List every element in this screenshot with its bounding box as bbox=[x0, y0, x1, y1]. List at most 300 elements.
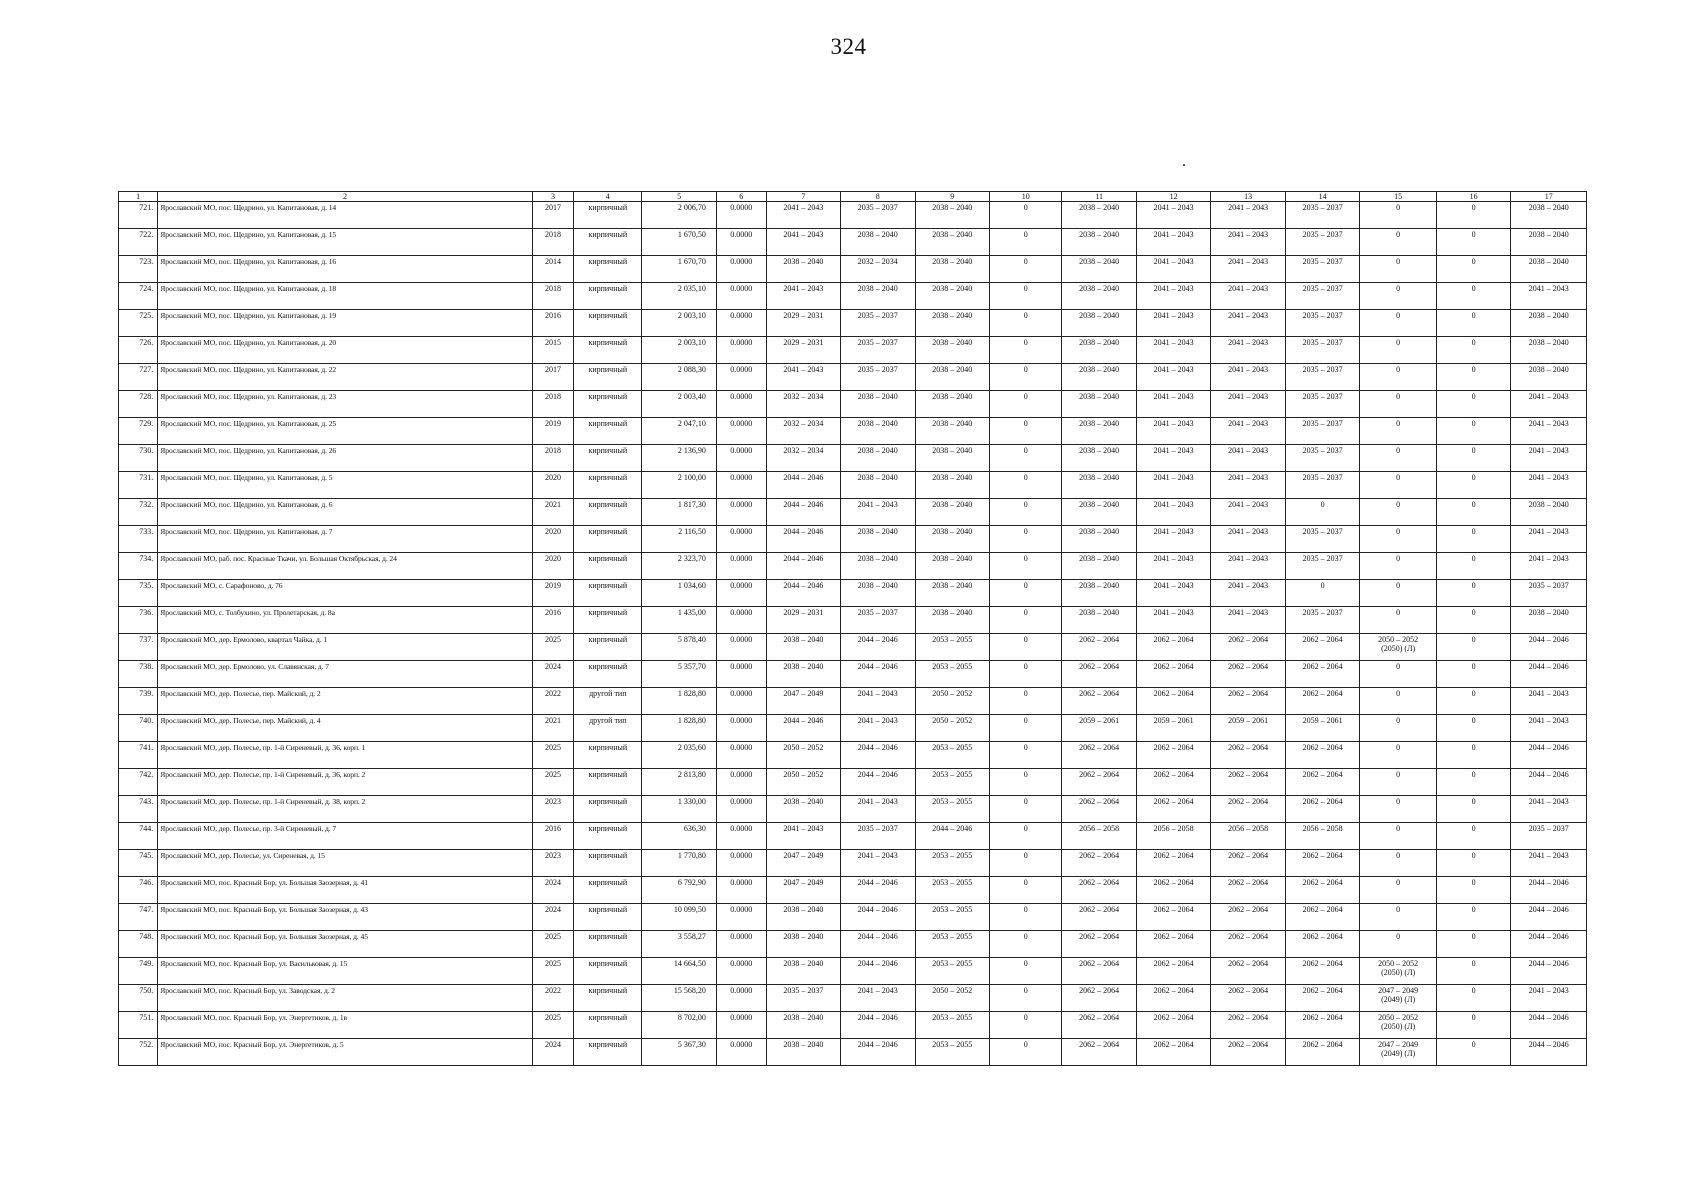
cell-period-13: 2041 – 2043 bbox=[1211, 445, 1285, 472]
cell-period-7: 2050 – 2052 bbox=[766, 769, 840, 796]
cell-period-9: 2044 – 2046 bbox=[915, 823, 989, 850]
cell-period-11: 2038 – 2040 bbox=[1062, 391, 1136, 418]
cell-value-16: 0 bbox=[1436, 580, 1510, 607]
cell-wall-material: кирпичный bbox=[574, 445, 642, 472]
cell-period-8: 2035 – 2037 bbox=[841, 607, 915, 634]
cell-period-11: 2056 – 2058 bbox=[1062, 823, 1136, 850]
cell-period-7: 2038 – 2040 bbox=[766, 634, 840, 661]
cell-period-14: 0 bbox=[1285, 580, 1359, 607]
cell-period-8: 2038 – 2040 bbox=[841, 553, 915, 580]
cell-period-14: 2062 – 2064 bbox=[1285, 796, 1359, 823]
cell-area: 1 034,60 bbox=[642, 580, 716, 607]
cell-period-8: 2035 – 2037 bbox=[841, 364, 915, 391]
table-row bbox=[119, 904, 1587, 931]
cell-period-17: 2041 – 2043 bbox=[1511, 715, 1587, 742]
column-header-11: 11 bbox=[1062, 192, 1136, 202]
table-row bbox=[119, 688, 1587, 715]
cell-value-16: 0 bbox=[1436, 526, 1510, 553]
cell-period-14: 2035 – 2037 bbox=[1285, 553, 1359, 580]
cell-period-15: 0 bbox=[1360, 256, 1437, 283]
cell-address: Ярославский МО, пос. Щедрино, ул. Капитановая, д. 25 bbox=[158, 418, 533, 445]
cell-period-7: 2035 – 2037 bbox=[766, 985, 840, 1012]
cell-period-11: 2062 – 2064 bbox=[1062, 688, 1136, 715]
table-row bbox=[119, 202, 1587, 229]
table-row bbox=[119, 634, 1587, 661]
cell-period-12: 2041 – 2043 bbox=[1136, 607, 1210, 634]
cell-period-9: 2038 – 2040 bbox=[915, 526, 989, 553]
cell-value-16: 0 bbox=[1436, 472, 1510, 499]
cell-address: Ярославский МО, пос. Щедрино, ул. Капитановая, д. 18 bbox=[158, 283, 533, 310]
cell-period-17: 2044 – 2046 bbox=[1511, 877, 1587, 904]
cell-year: 2021 bbox=[532, 715, 573, 742]
cell-value-10: 0 bbox=[990, 472, 1062, 499]
cell-rate: 0.0000 bbox=[716, 283, 766, 310]
cell-value-16: 0 bbox=[1436, 877, 1510, 904]
cell-period-9: 2038 – 2040 bbox=[915, 553, 989, 580]
cell-period-15: 0 bbox=[1360, 202, 1437, 229]
cell-year: 2019 bbox=[532, 418, 573, 445]
cell-period-12: 2041 – 2043 bbox=[1136, 553, 1210, 580]
cell-period-13: 2062 – 2064 bbox=[1211, 796, 1285, 823]
cell-address: Ярославский МО, пос. Щедрино, ул. Капитановая, д. 20 bbox=[158, 337, 533, 364]
cell-period-17: 2038 – 2040 bbox=[1511, 310, 1587, 337]
cell-year: 2016 bbox=[532, 607, 573, 634]
cell-period-12: 2041 – 2043 bbox=[1136, 364, 1210, 391]
cell-value-10: 0 bbox=[990, 283, 1062, 310]
table-row bbox=[119, 985, 1587, 1012]
cell-period-14: 2062 – 2064 bbox=[1285, 958, 1359, 985]
cell-period-13: 2062 – 2064 bbox=[1211, 1012, 1285, 1039]
cell-period-14: 2062 – 2064 bbox=[1285, 1012, 1359, 1039]
cell-period-9: 2053 – 2055 bbox=[915, 742, 989, 769]
cell-value-10: 0 bbox=[990, 985, 1062, 1012]
cell-period-15: 0 bbox=[1360, 229, 1437, 256]
cell-period-12: 2041 – 2043 bbox=[1136, 391, 1210, 418]
cell-period-17: 2038 – 2040 bbox=[1511, 607, 1587, 634]
cell-period-14: 2062 – 2064 bbox=[1285, 877, 1359, 904]
cell-period-11: 2038 – 2040 bbox=[1062, 337, 1136, 364]
cell-row-number: 749. bbox=[119, 958, 158, 985]
table-body bbox=[119, 202, 1587, 1066]
cell-period-15: 2050 – 2052 (2050) (Л) bbox=[1360, 958, 1437, 985]
cell-period-11: 2062 – 2064 bbox=[1062, 850, 1136, 877]
cell-row-number: 743. bbox=[119, 796, 158, 823]
cell-address: Ярославский МО, пос. Щедрино, ул. Капитановая, д. 23 bbox=[158, 391, 533, 418]
cell-period-14: 2062 – 2064 bbox=[1285, 931, 1359, 958]
cell-period-15: 0 bbox=[1360, 661, 1437, 688]
cell-period-12: 2062 – 2064 bbox=[1136, 1039, 1210, 1066]
cell-year: 2018 bbox=[532, 445, 573, 472]
cell-period-7: 2038 – 2040 bbox=[766, 904, 840, 931]
cell-value-16: 0 bbox=[1436, 1012, 1510, 1039]
column-header-8: 8 bbox=[841, 192, 915, 202]
cell-rate: 0.0000 bbox=[716, 823, 766, 850]
cell-value-10: 0 bbox=[990, 931, 1062, 958]
cell-period-14: 2035 – 2037 bbox=[1285, 607, 1359, 634]
cell-row-number: 725. bbox=[119, 310, 158, 337]
cell-address: Ярославский МО, пос. Красный Бор, ул. Энергетиков, д. 1в bbox=[158, 1012, 533, 1039]
cell-period-13: 2056 – 2058 bbox=[1211, 823, 1285, 850]
cell-period-8: 2035 – 2037 bbox=[841, 310, 915, 337]
cell-wall-material: кирпичный bbox=[574, 796, 642, 823]
cell-wall-material: кирпичный bbox=[574, 823, 642, 850]
cell-area: 2 323,70 bbox=[642, 553, 716, 580]
cell-period-14: 0 bbox=[1285, 499, 1359, 526]
cell-period-17: 2038 – 2040 bbox=[1511, 499, 1587, 526]
table-row bbox=[119, 472, 1587, 499]
cell-period-8: 2035 – 2037 bbox=[841, 337, 915, 364]
cell-period-12: 2059 – 2061 bbox=[1136, 715, 1210, 742]
table-row bbox=[119, 823, 1587, 850]
cell-rate: 0.0000 bbox=[716, 391, 766, 418]
cell-period-17: 2044 – 2046 bbox=[1511, 1039, 1587, 1066]
cell-wall-material: кирпичный bbox=[574, 553, 642, 580]
cell-period-14: 2035 – 2037 bbox=[1285, 256, 1359, 283]
cell-address: Ярославский МО, пос. Щедрино, ул. Капитановая, д. 15 bbox=[158, 229, 533, 256]
table-row bbox=[119, 958, 1587, 985]
cell-value-16: 0 bbox=[1436, 742, 1510, 769]
cell-wall-material: кирпичный bbox=[574, 931, 642, 958]
cell-period-15: 0 bbox=[1360, 688, 1437, 715]
cell-area: 5 357,70 bbox=[642, 661, 716, 688]
cell-period-7: 2041 – 2043 bbox=[766, 283, 840, 310]
cell-period-17: 2035 – 2037 bbox=[1511, 580, 1587, 607]
cell-row-number: 723. bbox=[119, 256, 158, 283]
cell-period-11: 2062 – 2064 bbox=[1062, 742, 1136, 769]
cell-period-7: 2047 – 2049 bbox=[766, 850, 840, 877]
table-row bbox=[119, 715, 1587, 742]
cell-rate: 0.0000 bbox=[716, 634, 766, 661]
cell-period-7: 2038 – 2040 bbox=[766, 796, 840, 823]
cell-period-14: 2059 – 2061 bbox=[1285, 715, 1359, 742]
cell-address: Ярославский МО, дер. Полесье, пер. Майский, д. 4 bbox=[158, 715, 533, 742]
cell-period-9: 2038 – 2040 bbox=[915, 202, 989, 229]
cell-period-13: 2062 – 2064 bbox=[1211, 688, 1285, 715]
cell-period-17: 2041 – 2043 bbox=[1511, 796, 1587, 823]
cell-period-7: 2044 – 2046 bbox=[766, 580, 840, 607]
cell-period-11: 2059 – 2061 bbox=[1062, 715, 1136, 742]
cell-value-16: 0 bbox=[1436, 499, 1510, 526]
cell-rate: 0.0000 bbox=[716, 1039, 766, 1066]
cell-period-12: 2062 – 2064 bbox=[1136, 904, 1210, 931]
cell-year: 2024 bbox=[532, 904, 573, 931]
cell-year: 2018 bbox=[532, 283, 573, 310]
cell-period-12: 2062 – 2064 bbox=[1136, 661, 1210, 688]
column-header-12: 12 bbox=[1136, 192, 1210, 202]
cell-period-8: 2041 – 2043 bbox=[841, 499, 915, 526]
cell-period-8: 2044 – 2046 bbox=[841, 904, 915, 931]
cell-period-9: 2053 – 2055 bbox=[915, 661, 989, 688]
cell-rate: 0.0000 bbox=[716, 607, 766, 634]
cell-period-17: 2041 – 2043 bbox=[1511, 985, 1587, 1012]
cell-rate: 0.0000 bbox=[716, 688, 766, 715]
table-row bbox=[119, 769, 1587, 796]
cell-wall-material: кирпичный bbox=[574, 877, 642, 904]
cell-row-number: 740. bbox=[119, 715, 158, 742]
cell-period-14: 2035 – 2037 bbox=[1285, 283, 1359, 310]
cell-period-7: 2050 – 2052 bbox=[766, 742, 840, 769]
cell-value-10: 0 bbox=[990, 904, 1062, 931]
cell-period-13: 2041 – 2043 bbox=[1211, 229, 1285, 256]
cell-period-17: 2044 – 2046 bbox=[1511, 634, 1587, 661]
cell-period-17: 2041 – 2043 bbox=[1511, 553, 1587, 580]
cell-period-14: 2062 – 2064 bbox=[1285, 1039, 1359, 1066]
cell-period-12: 2041 – 2043 bbox=[1136, 526, 1210, 553]
cell-period-9: 2038 – 2040 bbox=[915, 337, 989, 364]
cell-period-13: 2062 – 2064 bbox=[1211, 661, 1285, 688]
cell-period-8: 2044 – 2046 bbox=[841, 1039, 915, 1066]
cell-period-15: 0 bbox=[1360, 769, 1437, 796]
cell-period-13: 2041 – 2043 bbox=[1211, 607, 1285, 634]
cell-row-number: 735. bbox=[119, 580, 158, 607]
table-row bbox=[119, 364, 1587, 391]
cell-value-10: 0 bbox=[990, 391, 1062, 418]
cell-value-16: 0 bbox=[1436, 418, 1510, 445]
cell-period-12: 2041 – 2043 bbox=[1136, 472, 1210, 499]
cell-period-7: 2041 – 2043 bbox=[766, 229, 840, 256]
cell-wall-material: кирпичный bbox=[574, 256, 642, 283]
cell-rate: 0.0000 bbox=[716, 229, 766, 256]
cell-period-9: 2038 – 2040 bbox=[915, 391, 989, 418]
cell-period-7: 2044 – 2046 bbox=[766, 499, 840, 526]
cell-value-16: 0 bbox=[1436, 769, 1510, 796]
table-row bbox=[119, 418, 1587, 445]
cell-row-number: 741. bbox=[119, 742, 158, 769]
cell-period-17: 2041 – 2043 bbox=[1511, 391, 1587, 418]
cell-address: Ярославский МО, пос. Щедрино, ул. Капитановая, д. 14 bbox=[158, 202, 533, 229]
cell-period-12: 2062 – 2064 bbox=[1136, 850, 1210, 877]
column-number-row bbox=[119, 192, 1587, 202]
cell-row-number: 750. bbox=[119, 985, 158, 1012]
cell-period-13: 2041 – 2043 bbox=[1211, 553, 1285, 580]
cell-value-16: 0 bbox=[1436, 364, 1510, 391]
cell-row-number: 731. bbox=[119, 472, 158, 499]
cell-period-15: 0 bbox=[1360, 553, 1437, 580]
cell-wall-material: кирпичный bbox=[574, 904, 642, 931]
cell-period-12: 2041 – 2043 bbox=[1136, 229, 1210, 256]
cell-value-16: 0 bbox=[1436, 391, 1510, 418]
cell-value-10: 0 bbox=[990, 445, 1062, 472]
housing-register-table bbox=[118, 191, 1587, 1066]
cell-period-7: 2047 – 2049 bbox=[766, 688, 840, 715]
cell-period-8: 2041 – 2043 bbox=[841, 850, 915, 877]
cell-period-8: 2032 – 2034 bbox=[841, 256, 915, 283]
cell-area: 5 878,40 bbox=[642, 634, 716, 661]
cell-period-17: 2038 – 2040 bbox=[1511, 337, 1587, 364]
cell-period-15: 2050 – 2052 (2050) (Л) bbox=[1360, 634, 1437, 661]
cell-period-12: 2041 – 2043 bbox=[1136, 337, 1210, 364]
cell-period-9: 2053 – 2055 bbox=[915, 850, 989, 877]
cell-period-13: 2062 – 2064 bbox=[1211, 769, 1285, 796]
cell-period-11: 2038 – 2040 bbox=[1062, 499, 1136, 526]
cell-wall-material: кирпичный bbox=[574, 1012, 642, 1039]
cell-value-16: 0 bbox=[1436, 850, 1510, 877]
cell-value-16: 0 bbox=[1436, 661, 1510, 688]
cell-period-9: 2053 – 2055 bbox=[915, 904, 989, 931]
cell-address: Ярославский МО, дер. Полесье, пр. 1-й Сиреневый, д. 38, корп. 2 bbox=[158, 796, 533, 823]
cell-period-15: 0 bbox=[1360, 931, 1437, 958]
cell-row-number: 752. bbox=[119, 1039, 158, 1066]
cell-area: 5 367,30 bbox=[642, 1039, 716, 1066]
cell-row-number: 747. bbox=[119, 904, 158, 931]
cell-area: 3 558,27 bbox=[642, 931, 716, 958]
cell-area: 10 099,50 bbox=[642, 904, 716, 931]
cell-address: Ярославский МО, пос. Красный Бор, ул. Энергетиков, д. 5 bbox=[158, 1039, 533, 1066]
cell-period-15: 0 bbox=[1360, 283, 1437, 310]
cell-period-8: 2044 – 2046 bbox=[841, 769, 915, 796]
cell-period-8: 2044 – 2046 bbox=[841, 931, 915, 958]
cell-period-17: 2044 – 2046 bbox=[1511, 958, 1587, 985]
cell-year: 2025 bbox=[532, 769, 573, 796]
cell-year: 2018 bbox=[532, 229, 573, 256]
cell-row-number: 736. bbox=[119, 607, 158, 634]
cell-wall-material: кирпичный bbox=[574, 769, 642, 796]
cell-row-number: 724. bbox=[119, 283, 158, 310]
table-row bbox=[119, 391, 1587, 418]
cell-period-8: 2038 – 2040 bbox=[841, 391, 915, 418]
cell-period-15: 2047 – 2049 (2049) (Л) bbox=[1360, 1039, 1437, 1066]
cell-area: 1 770,80 bbox=[642, 850, 716, 877]
cell-rate: 0.0000 bbox=[716, 796, 766, 823]
cell-period-13: 2041 – 2043 bbox=[1211, 283, 1285, 310]
cell-period-13: 2062 – 2064 bbox=[1211, 985, 1285, 1012]
cell-period-9: 2038 – 2040 bbox=[915, 607, 989, 634]
cell-row-number: 727. bbox=[119, 364, 158, 391]
cell-period-15: 0 bbox=[1360, 418, 1437, 445]
cell-period-9: 2053 – 2055 bbox=[915, 877, 989, 904]
cell-row-number: 733. bbox=[119, 526, 158, 553]
cell-year: 2024 bbox=[532, 661, 573, 688]
cell-period-13: 2062 – 2064 bbox=[1211, 1039, 1285, 1066]
cell-period-14: 2035 – 2037 bbox=[1285, 445, 1359, 472]
cell-row-number: 746. bbox=[119, 877, 158, 904]
cell-rate: 0.0000 bbox=[716, 202, 766, 229]
cell-period-11: 2062 – 2064 bbox=[1062, 958, 1136, 985]
cell-value-16: 0 bbox=[1436, 202, 1510, 229]
cell-period-11: 2038 – 2040 bbox=[1062, 418, 1136, 445]
cell-rate: 0.0000 bbox=[716, 931, 766, 958]
cell-period-11: 2038 – 2040 bbox=[1062, 229, 1136, 256]
cell-value-16: 0 bbox=[1436, 931, 1510, 958]
table-row bbox=[119, 337, 1587, 364]
cell-period-12: 2062 – 2064 bbox=[1136, 931, 1210, 958]
cell-period-13: 2041 – 2043 bbox=[1211, 472, 1285, 499]
cell-year: 2023 bbox=[532, 796, 573, 823]
cell-period-13: 2041 – 2043 bbox=[1211, 364, 1285, 391]
cell-period-15: 0 bbox=[1360, 742, 1437, 769]
cell-address: Ярославский МО, пос. Красный Бор, ул. Заводская, д. 2 bbox=[158, 985, 533, 1012]
column-header-13: 13 bbox=[1211, 192, 1285, 202]
cell-period-14: 2062 – 2064 bbox=[1285, 634, 1359, 661]
cell-period-7: 2041 – 2043 bbox=[766, 823, 840, 850]
cell-address: Ярославский МО, пос. Щедрино, ул. Капитановая, д. 16 bbox=[158, 256, 533, 283]
cell-period-15: 0 bbox=[1360, 364, 1437, 391]
cell-value-16: 0 bbox=[1436, 958, 1510, 985]
cell-period-11: 2038 – 2040 bbox=[1062, 364, 1136, 391]
cell-address: Ярославский МО, дер. Ермолово, ул. Славянская, д. 7 bbox=[158, 661, 533, 688]
cell-value-10: 0 bbox=[990, 580, 1062, 607]
cell-value-10: 0 bbox=[990, 310, 1062, 337]
cell-period-15: 0 bbox=[1360, 607, 1437, 634]
cell-area: 2 088,30 bbox=[642, 364, 716, 391]
cell-wall-material: кирпичный bbox=[574, 283, 642, 310]
cell-value-16: 0 bbox=[1436, 823, 1510, 850]
cell-area: 8 702,00 bbox=[642, 1012, 716, 1039]
cell-area: 14 664,50 bbox=[642, 958, 716, 985]
cell-period-13: 2062 – 2064 bbox=[1211, 877, 1285, 904]
cell-period-17: 2044 – 2046 bbox=[1511, 931, 1587, 958]
cell-period-9: 2038 – 2040 bbox=[915, 283, 989, 310]
cell-period-7: 2038 – 2040 bbox=[766, 256, 840, 283]
cell-area: 1 670,70 bbox=[642, 256, 716, 283]
cell-period-7: 2038 – 2040 bbox=[766, 958, 840, 985]
cell-period-14: 2035 – 2037 bbox=[1285, 202, 1359, 229]
cell-row-number: 722. bbox=[119, 229, 158, 256]
cell-period-11: 2062 – 2064 bbox=[1062, 931, 1136, 958]
table-row bbox=[119, 526, 1587, 553]
cell-row-number: 732. bbox=[119, 499, 158, 526]
cell-period-9: 2053 – 2055 bbox=[915, 634, 989, 661]
cell-period-14: 2035 – 2037 bbox=[1285, 337, 1359, 364]
cell-value-10: 0 bbox=[990, 256, 1062, 283]
cell-period-11: 2038 – 2040 bbox=[1062, 310, 1136, 337]
cell-value-10: 0 bbox=[990, 526, 1062, 553]
cell-address: Ярославский МО, дер. Полесье, ул. Сиреневая, д. 15 bbox=[158, 850, 533, 877]
table-row bbox=[119, 499, 1587, 526]
cell-value-16: 0 bbox=[1436, 688, 1510, 715]
cell-period-9: 2050 – 2052 bbox=[915, 715, 989, 742]
cell-wall-material: кирпичный bbox=[574, 850, 642, 877]
cell-period-9: 2053 – 2055 bbox=[915, 958, 989, 985]
page-number: 324 bbox=[830, 34, 867, 59]
cell-period-11: 2038 – 2040 bbox=[1062, 256, 1136, 283]
cell-period-9: 2038 – 2040 bbox=[915, 445, 989, 472]
cell-row-number: 739. bbox=[119, 688, 158, 715]
cell-value-10: 0 bbox=[990, 337, 1062, 364]
cell-period-12: 2062 – 2064 bbox=[1136, 634, 1210, 661]
cell-period-11: 2062 – 2064 bbox=[1062, 985, 1136, 1012]
table-row bbox=[119, 931, 1587, 958]
cell-area: 2 003,10 bbox=[642, 310, 716, 337]
cell-row-number: 751. bbox=[119, 1012, 158, 1039]
cell-area: 1 817,30 bbox=[642, 499, 716, 526]
cell-value-10: 0 bbox=[990, 715, 1062, 742]
cell-value-16: 0 bbox=[1436, 553, 1510, 580]
cell-period-12: 2062 – 2064 bbox=[1136, 796, 1210, 823]
cell-period-12: 2062 – 2064 bbox=[1136, 985, 1210, 1012]
cell-period-15: 0 bbox=[1360, 472, 1437, 499]
cell-rate: 0.0000 bbox=[716, 553, 766, 580]
cell-period-17: 2041 – 2043 bbox=[1511, 688, 1587, 715]
cell-address: Ярославский МО, пос. Щедрино, ул. Капитановая, д. 7 bbox=[158, 526, 533, 553]
cell-value-10: 0 bbox=[990, 823, 1062, 850]
cell-value-16: 0 bbox=[1436, 796, 1510, 823]
cell-value-16: 0 bbox=[1436, 256, 1510, 283]
cell-value-10: 0 bbox=[990, 661, 1062, 688]
cell-period-9: 2038 – 2040 bbox=[915, 499, 989, 526]
cell-value-16: 0 bbox=[1436, 634, 1510, 661]
cell-area: 1 435,00 bbox=[642, 607, 716, 634]
cell-area: 2 116,50 bbox=[642, 526, 716, 553]
cell-period-13: 2041 – 2043 bbox=[1211, 499, 1285, 526]
cell-wall-material: кирпичный bbox=[574, 337, 642, 364]
cell-address: Ярославский МО, пос. Щедрино, ул. Капитановая, д. 5 bbox=[158, 472, 533, 499]
cell-rate: 0.0000 bbox=[716, 580, 766, 607]
cell-period-7: 2044 – 2046 bbox=[766, 715, 840, 742]
cell-period-7: 2038 – 2040 bbox=[766, 1039, 840, 1066]
cell-period-14: 2062 – 2064 bbox=[1285, 904, 1359, 931]
cell-row-number: 726. bbox=[119, 337, 158, 364]
